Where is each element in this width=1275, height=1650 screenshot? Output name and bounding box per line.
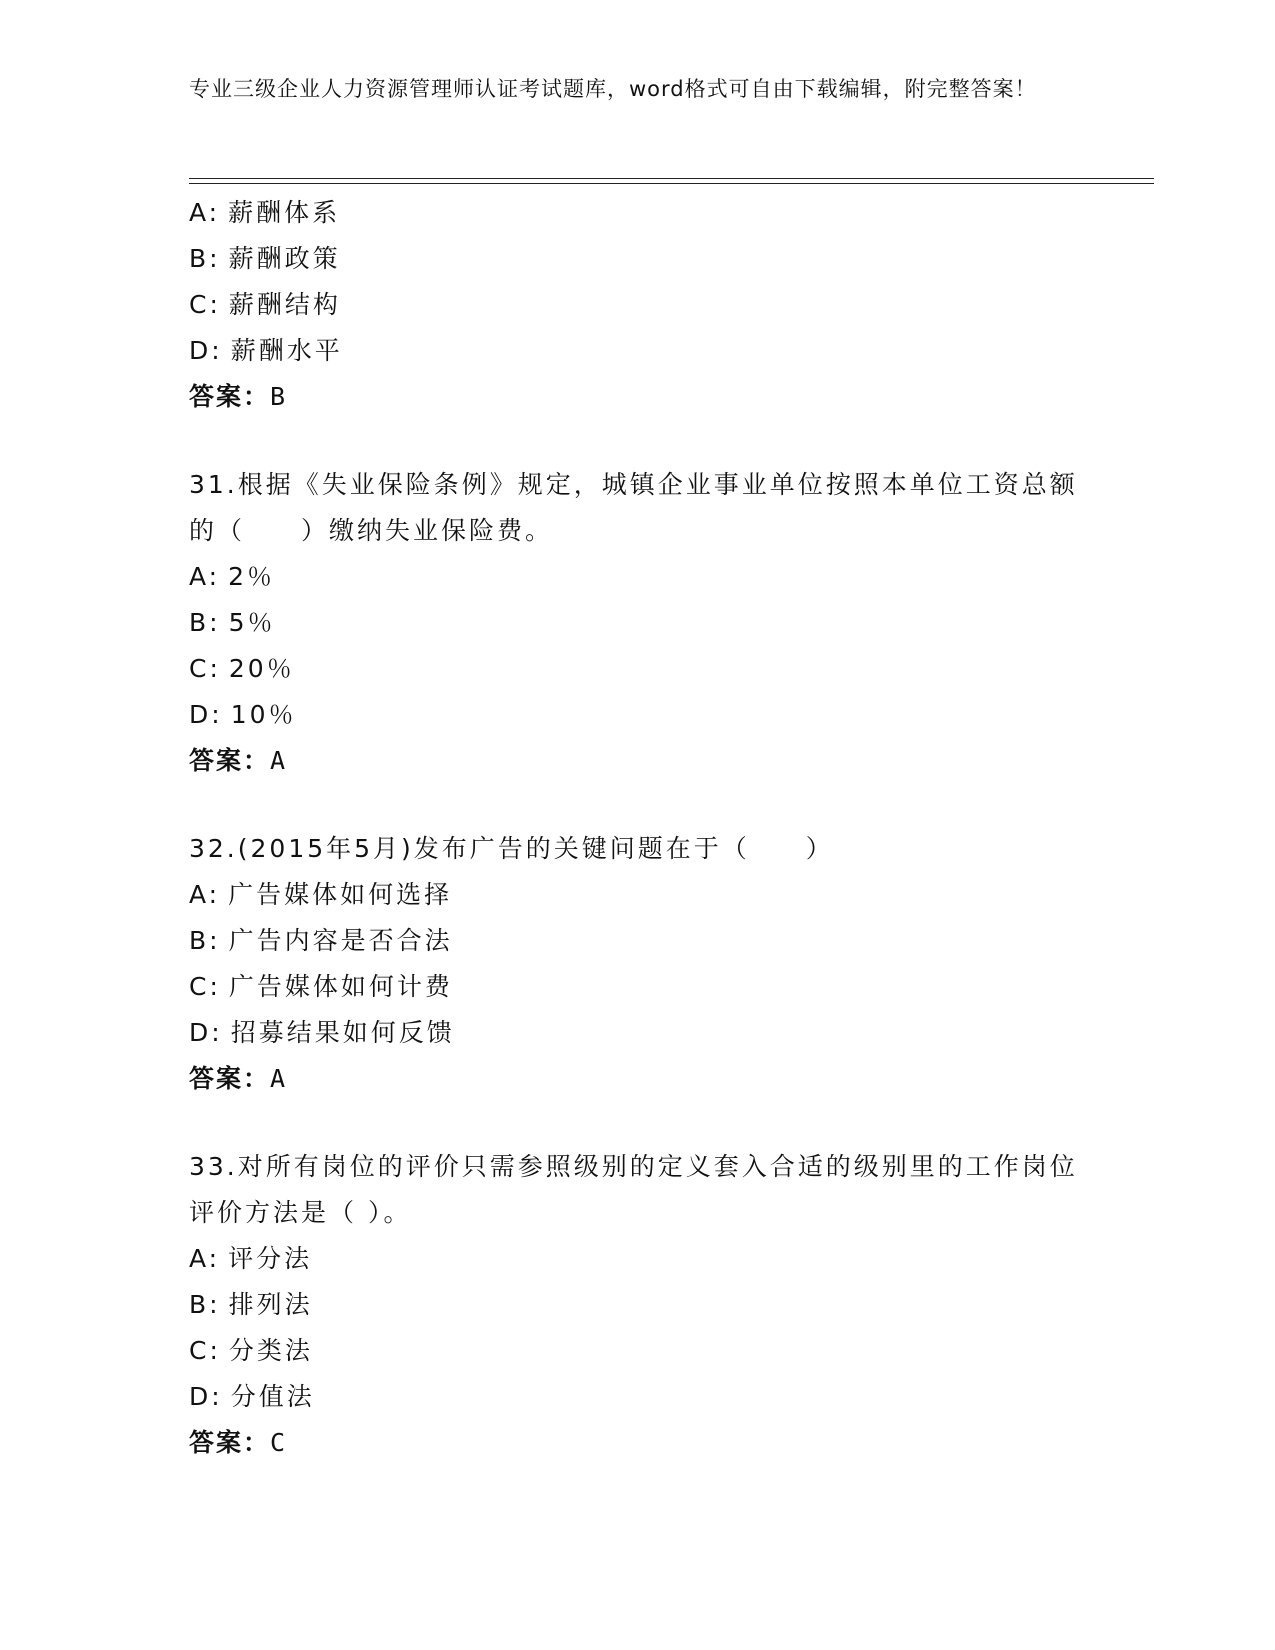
option-d [189,1010,1089,1056]
option-text: 分类法 [228,1336,313,1365]
option-text: 5％ [228,608,276,637]
option-a [189,190,1089,236]
question-33 [189,1144,1089,1466]
option-a [189,554,1089,600]
answer-value: A [270,1064,288,1093]
option-letter: A: [189,198,221,227]
header-rule-bottom [189,183,1154,184]
option-c [189,964,1089,1010]
header-rule-top [189,178,1154,179]
option-d [189,692,1089,738]
answer-label: 答案： [189,746,271,775]
question-stem: 32.(2015年5月)发布广告的关键问题在于（ ） [189,834,834,863]
option-letter: A: [189,1244,221,1273]
option-c [189,282,1089,328]
answer-label: 答案： [189,382,271,411]
option-text: 广告媒体如何选择 [228,880,453,909]
question-32 [189,826,1089,1102]
option-letter: D: [189,700,223,729]
option-d [189,1374,1089,1420]
option-letter: D: [189,336,223,365]
option-b [189,236,1089,282]
option-text: 招募结果如何反馈 [230,1018,455,1047]
option-letter: D: [189,1018,223,1047]
option-text: 排列法 [228,1290,313,1319]
option-text: 薪酬政策 [228,244,341,273]
option-letter: C: [189,290,221,319]
option-c [189,646,1089,692]
option-letter: B: [189,608,221,637]
option-letter: A: [189,562,221,591]
option-b [189,918,1089,964]
answer-line [189,1420,1089,1466]
answer-line [189,738,1089,784]
option-text: 薪酬水平 [230,336,343,365]
answer-label: 答案： [189,1064,271,1093]
answer-label: 答案： [189,1428,271,1457]
answer-value: A [270,746,288,775]
option-text: 评分法 [228,1244,313,1273]
question-stem: 31.根据《失业保险条例》规定，城镇企业事业单位按照本单位工资总额的（ ）缴纳失业保险费。 [189,470,1078,545]
option-c [189,1328,1089,1374]
option-letter: C: [189,972,221,1001]
option-letter: B: [189,926,221,955]
question-list [189,190,1089,1466]
page-header-text: 专业三级企业人力资源管理师认证考试题库，word格式可自由下载编辑，附完整答案！ [189,77,1037,101]
question-block-continued [189,190,1089,420]
option-letter: C: [189,1336,221,1365]
option-text: 薪酬结构 [228,290,341,319]
option-text: 广告内容是否合法 [228,926,453,955]
option-text: 10％ [230,700,297,729]
option-text: 2％ [228,562,275,591]
option-text: 薪酬体系 [228,198,341,227]
answer-value: B [270,382,288,411]
option-letter: D: [189,1382,223,1411]
option-b [189,600,1089,646]
option-a [189,1236,1089,1282]
answer-value: C [270,1428,288,1457]
option-b [189,1282,1089,1328]
answer-line [189,1056,1089,1102]
option-text: 20％ [228,654,295,683]
option-d [189,328,1089,374]
answer-line [189,374,1089,420]
option-a [189,872,1089,918]
option-letter: B: [189,244,221,273]
option-letter: C: [189,654,221,683]
question-stem: 33.对所有岗位的评价只需参照级别的定义套入合适的级别里的工作岗位评价方法是（ ）。 [189,1152,1078,1227]
option-text: 分值法 [230,1382,315,1411]
option-letter: B: [189,1290,221,1319]
question-31 [189,462,1089,784]
option-letter: A: [189,880,221,909]
option-text: 广告媒体如何计费 [228,972,453,1001]
